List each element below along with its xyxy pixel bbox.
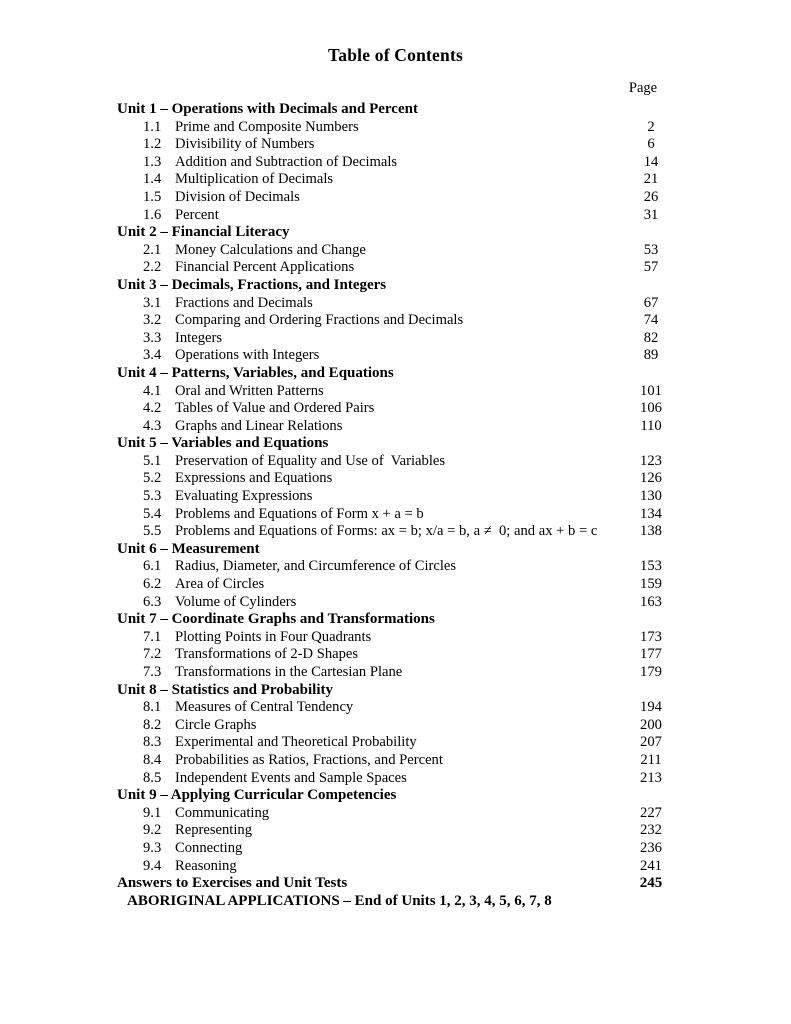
entry-title: Independent Events and Sample Spaces: [175, 769, 407, 786]
unit-block: [117, 541, 677, 611]
toc-entry-row[interactable]: [117, 136, 677, 154]
unit-block: [117, 365, 677, 435]
entry-title: Graphs and Linear Relations: [175, 417, 343, 434]
entry-page-number: 211: [640, 751, 662, 768]
toc-entry-row[interactable]: [117, 506, 677, 524]
entry-page-number: 126: [640, 470, 662, 487]
toc-entry-row[interactable]: [117, 295, 677, 313]
entry-page-number: 101: [640, 382, 662, 399]
entry-number: 8.1: [143, 699, 162, 716]
entry-number: 1.5: [143, 188, 162, 205]
entry-page-number: 53: [643, 241, 659, 258]
entry-title: Prime and Composite Numbers: [175, 118, 359, 135]
unit-heading: Unit 8 – Statistics and Probability: [117, 681, 333, 698]
unit-heading: Unit 9 – Applying Curricular Competencies: [117, 787, 397, 804]
back-matter-list: [117, 875, 677, 910]
toc-entry-row[interactable]: [117, 840, 677, 858]
toc-entry-row[interactable]: [117, 594, 677, 612]
entry-number: 5.5: [143, 523, 162, 540]
entry-number: 9.4: [143, 857, 162, 874]
entry-number: 3.4: [143, 347, 162, 364]
entry-title: Integers: [175, 329, 223, 346]
entry-number: 3.1: [143, 294, 162, 311]
entry-page-number: 134: [640, 505, 662, 522]
entry-title: Fractions and Decimals: [175, 294, 313, 311]
entry-title: Multiplication of Decimals: [175, 171, 334, 188]
entry-page-number: 82: [643, 329, 659, 346]
back-matter-row[interactable]: [117, 875, 677, 893]
entry-page-number: 106: [640, 400, 662, 417]
entry-title: Experimental and Theoretical Probability: [175, 734, 417, 751]
toc-entry-row[interactable]: [117, 154, 677, 172]
toc-entry-row[interactable]: [117, 207, 677, 225]
toc-entry-row[interactable]: [117, 119, 677, 137]
entry-title: Transformations of 2-D Shapes: [175, 646, 359, 663]
entry-number: 4.3: [143, 417, 162, 434]
entry-title: Expressions and Equations: [175, 470, 333, 487]
entry-number: 6.2: [143, 576, 162, 593]
entry-number: 9.3: [143, 839, 162, 856]
entry-title: Circle Graphs: [175, 716, 257, 733]
unit-heading: Unit 5 – Variables and Equations: [117, 435, 329, 452]
unit-heading: Unit 6 – Measurement: [117, 540, 260, 557]
entry-page-number: 236: [640, 839, 662, 856]
entry-number: 2.2: [143, 259, 162, 276]
entry-title: Connecting: [175, 839, 243, 856]
entry-number: 8.2: [143, 716, 162, 733]
entry-number: 3.3: [143, 329, 162, 346]
entry-page-number: 2: [647, 118, 655, 135]
toc-entry-row[interactable]: [117, 418, 677, 436]
entry-page-number: 179: [640, 664, 662, 680]
back-matter-row[interactable]: [117, 893, 677, 911]
toc-entry-row[interactable]: [117, 470, 677, 488]
unit-heading: Unit 1 – Operations with Decimals and Percent: [117, 101, 418, 117]
entry-page-number: 213: [640, 769, 662, 786]
entry-page-number: 241: [640, 857, 662, 874]
page-column-header: [117, 80, 677, 101]
entry-title: Money Calculations and Change: [175, 241, 366, 258]
entry-page-number: 177: [640, 646, 662, 663]
entry-title: Divisibility of Numbers: [175, 136, 315, 153]
toc-entry-row[interactable]: [117, 576, 677, 594]
entry-number: 5.1: [143, 452, 162, 469]
toc-entry-row[interactable]: [117, 400, 677, 418]
entry-title: Division of Decimals: [175, 188, 300, 205]
entry-number: 6.1: [143, 558, 162, 575]
entry-title: Preservation of Equality and Use of Variables: [175, 452, 446, 469]
entry-title: Reasoning: [175, 857, 237, 874]
back-matter-title: ABORIGINAL APPLICATIONS – End of Units 1, 2, 3, 4, 5, 6, 7, 8: [127, 892, 552, 909]
unit-block: [117, 682, 677, 788]
entry-number: 1.4: [143, 171, 162, 188]
entry-number: 5.3: [143, 488, 162, 505]
toc-entry-row[interactable]: [117, 822, 677, 840]
toc-entry-row[interactable]: [117, 259, 677, 277]
entry-number: 7.2: [143, 646, 162, 663]
toc-entry-row[interactable]: [117, 558, 677, 576]
entry-number: 3.2: [143, 312, 162, 329]
entry-title: Financial Percent Applications: [175, 259, 355, 276]
unit-block: [117, 611, 677, 681]
entry-number: 1.2: [143, 136, 162, 153]
toc-entry-row[interactable]: [117, 488, 677, 506]
entry-page-number: 123: [640, 452, 662, 469]
entry-number: 6.3: [143, 593, 162, 610]
back-matter-title: Answers to Exercises and Unit Tests: [117, 875, 348, 892]
toc-entry-row[interactable]: [117, 717, 677, 735]
unit-heading: Unit 2 – Financial Literacy: [117, 224, 290, 241]
page-title: Table of Contents: [328, 45, 463, 65]
entry-title: Evaluating Expressions: [175, 488, 313, 505]
back-matter-page-number: 245: [639, 875, 663, 892]
entry-number: 4.2: [143, 400, 162, 417]
entry-page-number: 110: [640, 417, 662, 434]
entry-title: Radius, Diameter, and Circumference of Circles: [175, 558, 457, 575]
entry-number: 2.1: [143, 241, 162, 258]
entry-number: 7.1: [143, 628, 162, 645]
unit-block: [117, 787, 677, 875]
toc-entry-row[interactable]: [117, 646, 677, 664]
entry-number: 9.1: [143, 804, 162, 821]
unit-block: [117, 277, 677, 365]
unit-block: [117, 224, 677, 277]
unit-block: [117, 101, 677, 224]
entry-title: Operations with Integers: [175, 347, 320, 364]
toc-entry-row[interactable]: [117, 664, 677, 682]
entry-page-number: 14: [643, 153, 659, 170]
entry-page-number: 57: [643, 259, 659, 276]
entry-number: 5.2: [143, 470, 162, 487]
entry-title: Representing: [175, 822, 253, 839]
entry-page-number: 67: [643, 294, 659, 311]
entry-page-number: 89: [643, 347, 659, 364]
entry-page-number: 26: [643, 188, 659, 205]
entry-number: 9.2: [143, 822, 162, 839]
entry-title: Problems and Equations of Forms: ax = b; x/a = b, a ≠ 0; and ax + b = c: [175, 523, 598, 540]
toc-entry-row[interactable]: [117, 734, 677, 752]
entry-page-number: 173: [640, 628, 662, 645]
toc-entry-row[interactable]: [117, 453, 677, 471]
unit-block: [117, 435, 677, 541]
entry-title: Plotting Points in Four Quadrants: [175, 628, 372, 645]
entry-page-number: 194: [640, 699, 662, 716]
toc-entry-row[interactable]: [117, 858, 677, 876]
toc-entry-row[interactable]: [117, 242, 677, 260]
entry-title: Measures of Central Tendency: [175, 699, 354, 716]
toc-entry-row[interactable]: [117, 383, 677, 401]
entry-title: Volume of Cylinders: [175, 593, 297, 610]
unit-heading: Unit 4 – Patterns, Variables, and Equations: [117, 364, 394, 381]
entry-title: Problems and Equations of Form x + a = b: [175, 505, 424, 522]
toc-entry-row[interactable]: [117, 330, 677, 348]
entry-page-number: 130: [640, 488, 662, 505]
entry-page-number: 31: [643, 206, 659, 223]
toc-entry-row[interactable]: [117, 629, 677, 647]
entry-page-number: 163: [640, 593, 662, 610]
toc-entry-row[interactable]: [117, 312, 677, 330]
entry-number: 5.4: [143, 505, 162, 522]
table-of-contents: [117, 80, 677, 910]
entry-number: 8.3: [143, 734, 162, 751]
page-column-label: Page: [628, 80, 658, 96]
toc-entry-row[interactable]: [117, 347, 677, 365]
entry-title: Comparing and Ordering Fractions and Decimals: [175, 312, 464, 329]
entry-page-number: 232: [640, 822, 662, 839]
unit-heading: Unit 7 – Coordinate Graphs and Transformations: [117, 611, 435, 628]
entry-number: 8.4: [143, 751, 162, 768]
entry-number: 4.1: [143, 382, 162, 399]
entry-page-number: 6: [647, 136, 655, 153]
entry-title: Percent: [175, 206, 219, 223]
entry-number: 1.3: [143, 153, 162, 170]
toc-entry-row[interactable]: [117, 189, 677, 207]
unit-heading: Unit 3 – Decimals, Fractions, and Integers: [117, 276, 387, 293]
entry-title: Addition and Subtraction of Decimals: [175, 153, 398, 170]
entry-title: Oral and Written Patterns: [175, 382, 324, 399]
unit-list: [117, 101, 677, 875]
entry-page-number: 21: [643, 171, 659, 188]
entry-number: 1.1: [143, 118, 162, 135]
entry-page-number: 153: [640, 558, 662, 575]
entry-number: 8.5: [143, 769, 162, 786]
entry-number: 7.3: [143, 664, 162, 680]
toc-entry-row[interactable]: [117, 805, 677, 823]
toc-entry-row[interactable]: [117, 171, 677, 189]
toc-entry-row[interactable]: [117, 523, 677, 541]
entry-title: Probabilities as Ratios, Fractions, and Percent: [175, 751, 443, 768]
entry-title: Communicating: [175, 804, 270, 821]
entry-page-number: 207: [640, 734, 662, 751]
entry-page-number: 200: [640, 716, 662, 733]
toc-entry-row[interactable]: [117, 770, 677, 788]
entry-page-number: 138: [640, 523, 662, 540]
entry-title: Tables of Value and Ordered Pairs: [175, 400, 375, 417]
toc-entry-row[interactable]: [117, 699, 677, 717]
entry-page-number: 159: [640, 576, 662, 593]
entry-title: Area of Circles: [175, 576, 265, 593]
entry-page-number: 227: [640, 804, 662, 821]
entry-page-number: 74: [643, 312, 659, 329]
entry-title: Transformations in the Cartesian Plane: [175, 664, 403, 680]
toc-entry-row[interactable]: [117, 752, 677, 770]
entry-number: 1.6: [143, 206, 162, 223]
